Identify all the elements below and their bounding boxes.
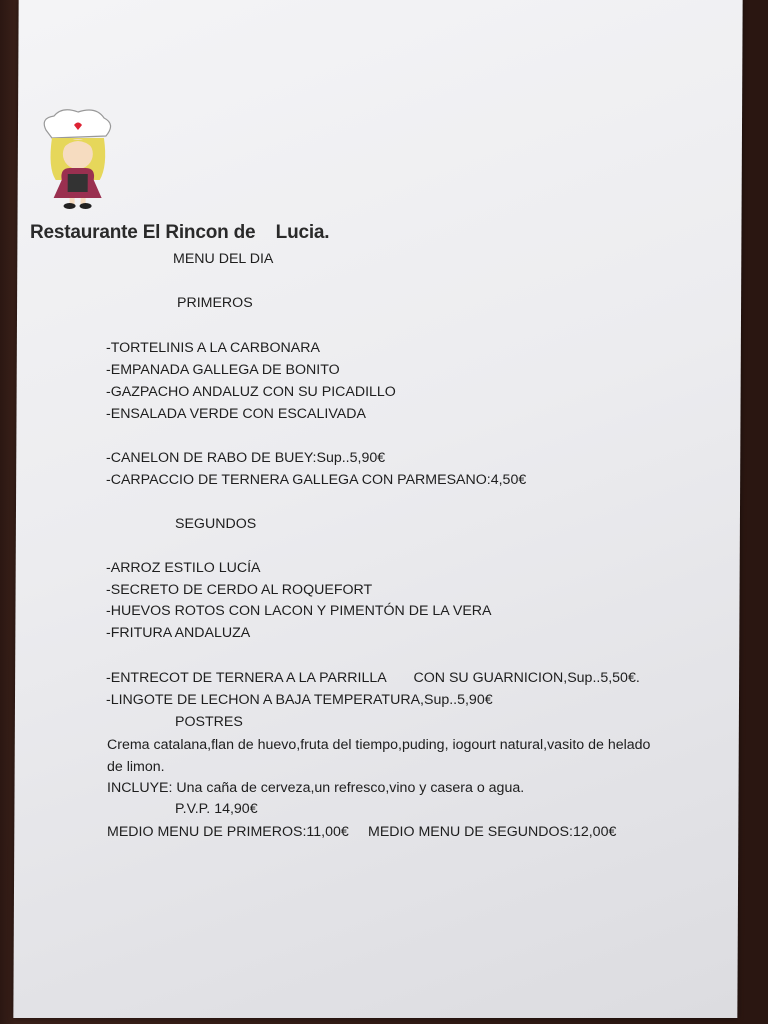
segundos-item: -FRITURA ANDALUZA bbox=[106, 625, 251, 641]
primeros-heading: PRIMEROS bbox=[177, 295, 253, 311]
primeros-supplement: -CARPACCIO DE TERNERA GALLEGA CON PARMESANO:4,50€ bbox=[106, 472, 527, 488]
primeros-item: -GAZPACHO ANDALUZ CON SU PICADILLO bbox=[106, 384, 396, 400]
segundos-item: -ARROZ ESTILO LUCÍA bbox=[106, 560, 261, 576]
primeros-item: -TORTELINIS A LA CARBONARA bbox=[106, 340, 320, 356]
primeros-supplement: -CANELON DE RABO DE BUEY:Sup..5,90€ bbox=[106, 450, 386, 466]
menu-paper bbox=[13, 0, 742, 1018]
segundos-heading: SEGUNDOS bbox=[175, 516, 257, 532]
restaurant-name: Restaurante El Rincon de Lucia. bbox=[30, 222, 330, 243]
menu-title: MENU DEL DIA bbox=[173, 251, 274, 267]
segundos-item: -HUEVOS ROTOS CON LACON Y PIMENTÓN DE LA VERA bbox=[106, 603, 492, 619]
segundos-supplement: -LINGOTE DE LECHON A BAJA TEMPERATURA,Sup..5,90€ bbox=[106, 692, 493, 708]
medio-menu-segundos: MEDIO MENU DE SEGUNDOS:12,00€ bbox=[368, 824, 617, 840]
postres-heading: POSTRES bbox=[175, 714, 243, 730]
segundos-supplement: -ENTRECOT DE TERNERA A LA PARRILLA CON SU GUARNICION,Sup..5,50€. bbox=[106, 670, 640, 686]
price: P.V.P. 14,90€ bbox=[175, 801, 258, 817]
postres-line: Crema catalana,flan de huevo,fruta del tiempo,puding, iogourt natural,vasito de helado bbox=[107, 737, 651, 753]
postres-line: de limon. bbox=[107, 759, 165, 775]
primeros-item: -ENSALADA VERDE CON ESCALIVADA bbox=[106, 406, 366, 422]
chef-girl-logo bbox=[38, 108, 119, 214]
medio-menu-primeros: MEDIO MENU DE PRIMEROS:11,00€ bbox=[107, 824, 349, 840]
segundos-item: -SECRETO DE CERDO AL ROQUEFORT bbox=[106, 582, 373, 598]
incluye-text: INCLUYE: Una caña de cerveza,un refresco,vino y casera o agua. bbox=[107, 780, 525, 796]
primeros-item: -EMPANADA GALLEGA DE BONITO bbox=[106, 362, 340, 378]
